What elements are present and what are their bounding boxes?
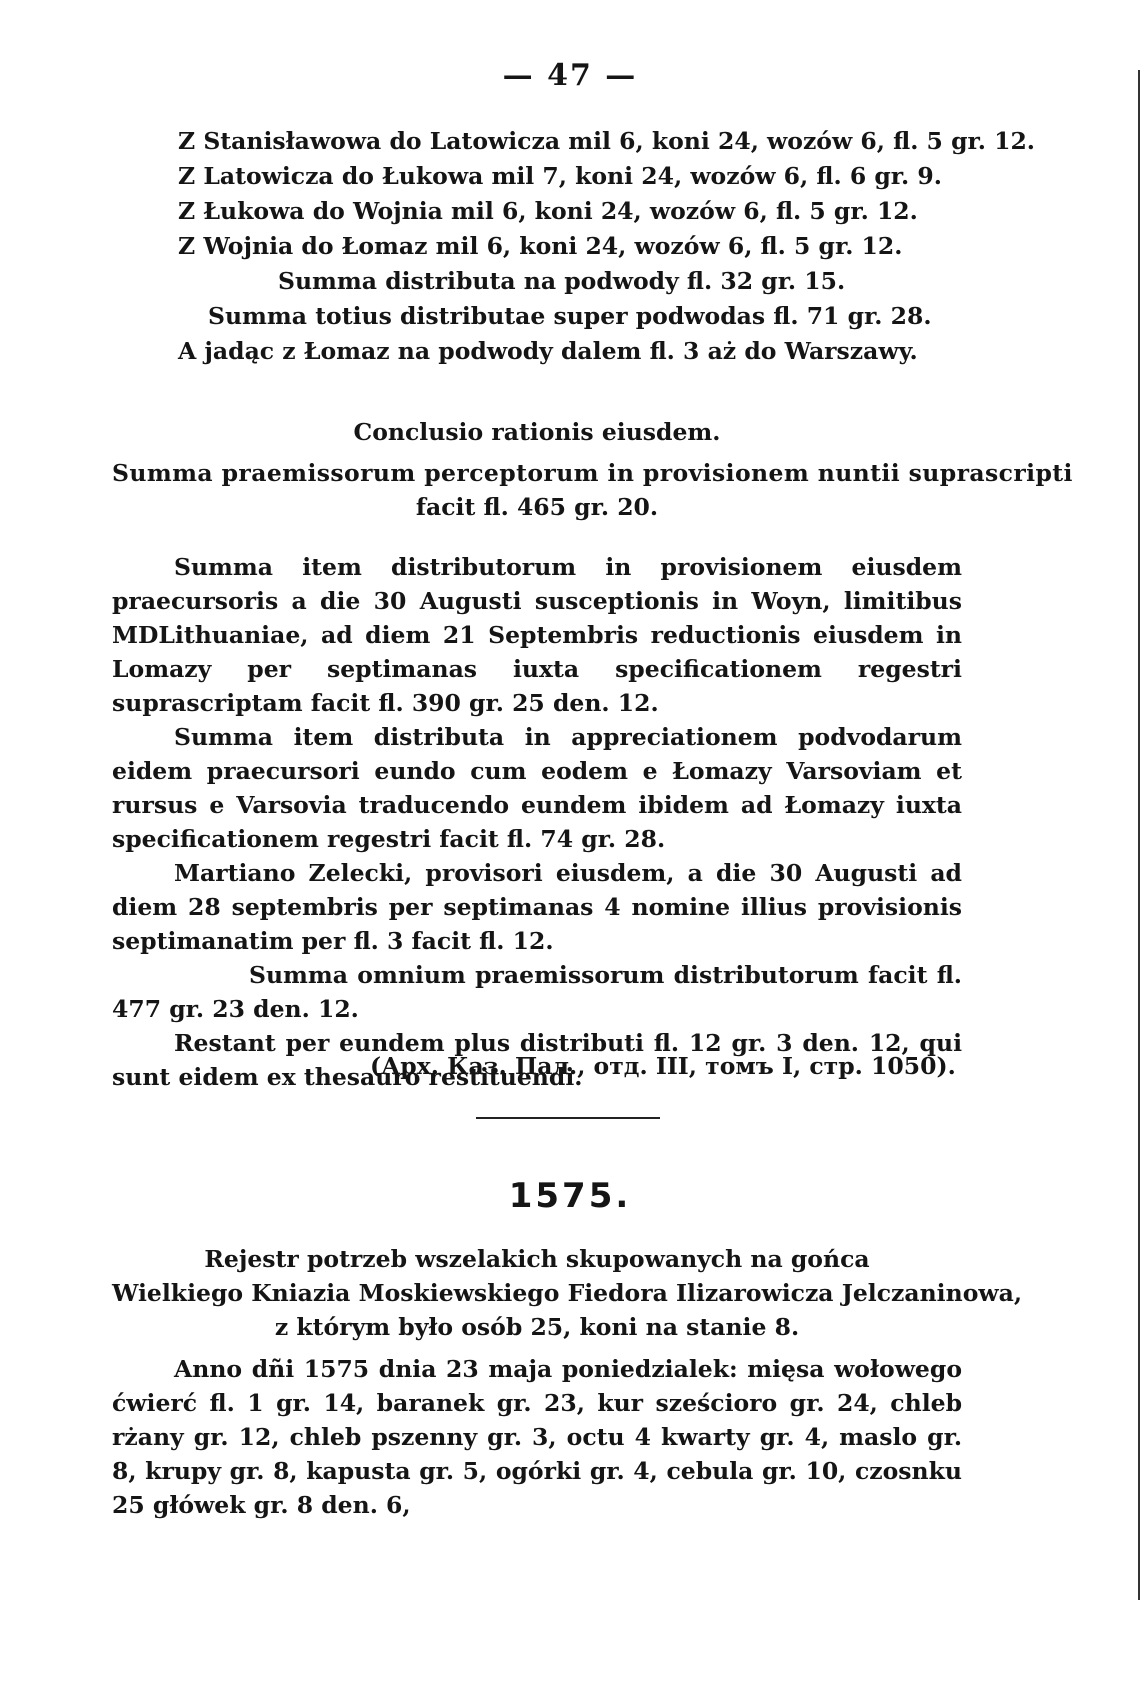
conclusio-line-2: facit fl. 465 gr. 20. [415,493,659,521]
paragraph-summa-omnium: Summa omnium praemissorum distributorum facit fl. 477 gr. 23 den. 12. [112,961,962,1023]
year-heading: 1575. [508,1176,632,1216]
conclusio-heading: Conclusio rationis eiusdem. [353,418,721,446]
paragraph-restant: Restant per eundem plus distributi fl. 12 gr. 3 den. 12, qui sunt eidem ex thesauro restituendi. [112,1029,962,1091]
paragraph-distributorum: Summa item distributorum in provisionem eiusdem praecursoris a die 30 Augusti susceptionis in Woyn, limitibus MDLithuaniae, ad diem 21 Septembris reductionis eiusdem in Lomazy per septimanas iuxta specificationem regestri suprascriptam facit fl. 390 gr. 25 den. 12. [112,553,962,717]
title-line-2: Wielkiego Kniazia Moskiewskiego Fiedora Ilizarowicza Jelczaninowa, [112,1279,1023,1307]
route-list [178,124,1035,369]
sum-totius: Summa totius distributae super podwodas fl. 71 gr. 28. [208,302,932,330]
page-number: — 47 — [502,58,638,93]
route-line: Z Wojnia do Łomaz mil 6, koni 24, wozów 6, fl. 5 gr. 12. [178,232,903,260]
title-line-1: Rejestr potrzeb wszelakich skupowanych na gońca [204,1245,870,1273]
paragraph-zelecki: Martiano Zelecki, provisori eiusdem, a die 30 Augusti ad diem 28 septembris per septimanas 4 nomine illius provisionis septimanatim per fl. 3 facit fl. 12. [112,859,962,955]
conclusio-line-1: Summa praemissorum perceptorum in provisionem nuntii suprascripti [112,459,1073,487]
conclusio-section [112,418,1073,524]
title-line-3: z którym było osób 25, koni na stanie 8. [274,1313,800,1341]
document-title [112,1242,1023,1344]
anno-section [112,1352,962,1522]
sum-jadac: A jadąc z Łomaz na podwody dalem fl. 3 aż do Warszawy. [178,337,918,365]
route-line: Z Stanisławowa do Latowicza mil 6, koni 24, wozów 6, fl. 5 gr. 12. [178,127,1035,155]
route-line: Z Latowicza do Łukowa mil 7, koni 24, wozów 6, fl. 6 gr. 9. [178,162,942,190]
paragraph-appreciationem: Summa item distributa in appreciationem podvodarum eidem praecursori eundo cum eodem e Łomazy Varsoviam et rursus e Varsovia traducendo eundem ibidem ad Łomazy iuxta specificationem regestri facit fl. 74 gr. 28. [112,723,962,853]
sum-distributa: Summa distributa na podwody fl. 32 gr. 15. [278,267,846,295]
route-line: Z Łukowa do Wojnia mil 6, koni 24, wozów 6, fl. 5 gr. 12. [178,197,918,225]
section-divider [476,1117,660,1119]
body-paragraphs [112,550,962,1094]
paragraph-anno: Anno dñi 1575 dnia 23 maja poniedzialek: mięsa wołowego ćwierć fl. 1 gr. 14, baranek gr. 23, kur sześcioro gr. 24, chleb rżany gr. 12, chleb pszenny gr. 3, octu 4 kwarty gr. 4, maslo gr. 8, krupy gr. 8, kapusta gr. 5, ogórki gr. 4, cebula gr. 10, czosnku 25 główek gr. 8 den. 6, [112,1355,962,1519]
archive-citation: (Арх. Каз. Пал., отд. III, томъ I, стр. 1050). [370,1052,956,1080]
